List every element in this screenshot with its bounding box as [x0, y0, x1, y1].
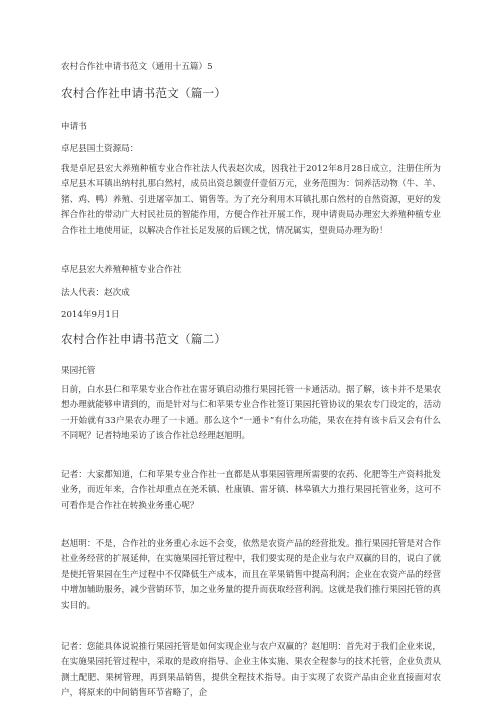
section2-paragraph-3: 赵旭明：不是，合作社的业务重心永远不会变，依然是农资产品的经营批发。推行果园托管是对合作社业务经营的扩展延伸，在实施果园托管过程中，我们要实现的是企业与农户双赢的目的，说白了就是使托管果园在生产过程中不仅降低生产成本，而且在苹果销售中提高利润；企业在农资产品的经营中增加辅助服务，减少营销环节，加之业务量的提升而获取经营利润。这就是我们推行果园托管的真实目的。 [61, 539, 441, 611]
section1-body: 我是卓尼县宏大养殖种植专业合作社法人代表赵次成，因我社于2012年8月28日成立，注册住所为卓尼县木耳镇出纳村扎那白然村，成员出资总额壹仟壹佰万元，业务范围为：饲养活动物（牛、羊、猪、鸡、鸭）养殖、引进屠宰加工、销售等。为了充分利用木耳镇扎那白然村的自然资源，更好的发挥合作社的带动广大村民社员的智能作用，方便合作社开展工作，现申请贵局办理宏大养殖种植专业合作社土地使用证，以解决合作社长足发展的后顾之忧，情况属实，望贵局办理为盼！ [61, 164, 441, 236]
section1-recipient: 卓尼县国土资源局： [61, 144, 139, 154]
section1-date: 2014年9月1日 [61, 310, 120, 320]
section2-subtitle: 果园托管 [61, 366, 96, 376]
section1-organization: 卓尼县宏大养殖种植专业合作社 [61, 265, 182, 275]
document-title: 农村合作社申请书范文（通用十五篇）5 [61, 62, 213, 72]
section-heading-1: 农村合作社申请书范文（篇一） [61, 86, 227, 100]
section2-paragraph-4: 记者：您能具体说说推行果园托管是如何实现企业与农户双赢的？赵旭明：首先对于我们企业来说，在实施果园托管过程中，采取的是政府指导、企业主体实施、果农全程参与的技术托管，企业负责从测土配肥、果树管理，再到果品销售，提供全程技术指导。由于实现了农资产品由企业直接面对农户，将原来的中间销售环节省略了，企 [61, 642, 441, 699]
section2-paragraph-1: 日前，白水县仁和苹果专业合作社在雷牙镇启动推行果园托管一卡通活动。据了解，该卡并不是果农想办理就能够申请到的，而是针对与仁和苹果专业合作社签订果园托管协议的果农专门设定的，活动一开始就有33户果农办理了一卡通。那么这个“一通卡”有什么功能，果农在持有该卡后又会有什么不同呢？记者特地采访了该合作社总经理赵旭明。 [61, 385, 441, 442]
section1-subtitle: 申请书 [61, 122, 87, 132]
section-heading-2: 农村合作社申请书范文（篇二） [61, 332, 227, 346]
section1-legal-representative: 法人代表：赵次成 [61, 288, 130, 298]
section2-paragraph-2: 记者：大家都知道，仁和苹果专业合作社一直都是从事果园管理所需要的农药、化肥等生产资料批发业务，而近年来，合作社却重点在尧禾镇、杜康镇、雷牙镇、林皋镇大力推行果园托管业务，这可不可看作是合作社在转换业务重心呢？ [61, 470, 441, 511]
